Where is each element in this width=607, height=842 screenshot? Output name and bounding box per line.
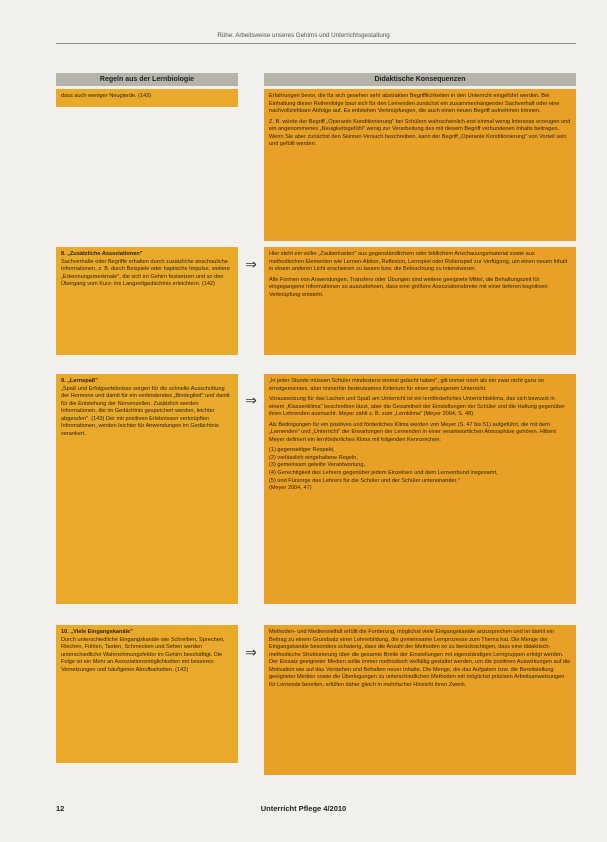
consequence-paragraph: Hier steht ein voller „Zauberkasten" aus gegenständlichem oder bildlichem Anschauungsmaterial sowie aus methodischen Elementen wie Lernen-Aktion, Reflexion, Lernspiel oder Rollenspiel zur Verfügung, um einen neuen Inhalt in einem anderen Licht erscheinen zu lassen bzw. die Beleuchtung zu intensivieren. [269,251,568,273]
rule-text: Sachverhalte oder Begriffe erhalten durch zusätzliche anschauliche Informationen, z. B. durch Beispiele oder haptische Impulse, weitere „Erkennungsmerkmale", die sich im Gehirn festsetzen und so den Übergang vom Kurz- ins Langzeitgedächtnis erleichtern. (142) [61,258,230,288]
consequence-paragraph: Methoden- und Medienvielfalt erfüllt die Forderung, möglichst viele Eingangskanäle anzusprechen und ist damit ein Beitrag zu einem Grundsatz einer Lehrerbildung, die gemeinsame Lernprozesse zum Thema hat. Die Menge der Eingangskanäle besonders schwierig, dass die Anzahl der Methoden so zu berücksichtigen, dass eine didaktisch-methodische Strukturierung über die gesamte Breite der Einstellungen mit eigenständigen Lerngruppen erfolgt werden. Der Einsatz geeigneter Medien sollte immer methodisch vielfältig gestaltet werden, um die positiven Auswirkungen auf die Motivation wie auf das Verstehen und Behalten neuer Inhalte. Die Menge, die das Aufgaben bzw. die Bereitstellung geeigneter Medien sowie die Überlegungen zu unterschiedlichen Methoden mit möglichst präzisen Arbeitsanweisungen für Lernende bereiten, erfüllen daher gleich in mehrfacher Hinsicht ihren Zweck. [269,629,571,688]
consequence-paragraph: Voraussetzung für das Lachen und Spaß am Unterricht ist ein lernförderliches Unterrichtsklima, das sich bewusst in einem „Klassenklima" beschreiben lässt, aber die Gesamtheit der Einstellungen der Schüler und die Haltung gegenüber ihren Lehrenden ausmacht. Meyer zählt z. B. zum „Lernklima" (Meyer 2004, S. 48). [269,396,566,418]
rule-title: 10. „Viele Eingangskanäle" [61,629,133,635]
rule-text: dass auch weniger Neugierde. (142) [61,93,152,99]
list-item: (1) gegenseitiger Respekt, [269,447,335,454]
column-header-left: Regeln aus der Lernbiologie [56,73,238,86]
column-header-right: Didaktische Konsequenzen [264,73,576,86]
rule-title: 8. „Zusätzliche Assoziationen" [61,251,143,257]
citation: (Meyer 2004, 47) [269,485,312,492]
journal-footer: Unterricht Pflege 4/2010 [260,804,347,813]
rule-box-10 [56,625,238,763]
list-item: (4) Gerechtigkeit des Lehrers gegenüber jedem Einzelnen und dem Lernverbund insgesamt, [269,470,498,477]
rule-title: 9. „Lernspaß" [61,378,98,384]
consequence-paragraph: „In jeder Stunde müssen Schüler mindestens einmal gelacht haben", gilt immer noch als ein zwar nicht ganz so ernstgemeintes, aber immerhin bedeutsames Kriterium für einen gelungenen Unterricht. [269,378,544,392]
arrow-icon: ⇒ [245,644,257,660]
consequence-paragraph: Z. B. würde der Begriff „Operante Konditionierung" bei Schülern wahrscheinlich erst einmal wenig Interesse erzeugen und ein angenommenes „Neuigkeitsgefühl" wenig zur Verarbeitung des mit diesem Begriff verbundenen Inhalts beitragen. Wenn Sie aber zunächst den Skinner-Versuch beschreiben, kann der Begriff „Operante Konditionierung" von Vorteil sein und gefüllt werden. [269,118,571,148]
rule-box-8 [56,247,238,355]
consequence-paragraph: Erfahrungen bevor, die für sich gesehen sehr abstrakten Begrifflichkeiten in den Unterricht eingeführt werden. Bei Einhaltung dieser Reihenfolge baut sich für den Lernenden zunächst ein zusammenhängender Sachverhalt oder eine nachvollziehbare Abfolge auf. Es entstehen Verknüpfungen, die auch einen neuen Begriff aufnehmen können. [269,93,560,115]
rule-text: „Spaß und Erfolgserlebnisse sorgen für die schnelle Ausschüttung der Hormone und damit für ein verbindendes „Bindeglied" und damit für die Entstehung der Nervenzellen. Zusätzlich werden Informationen, die im Gedächtnis gespeichert werden, leichter abgerufen". (143) Der mit positiven Erlebnissen verknüpften Informationen, werden leichter für Anwendungen im Gedächtnis verankert. [61,385,230,437]
list-item: (3) gemeinsam geteilte Verantwortung, [269,462,366,469]
list-item: (2) verlässlich eingehaltene Regeln, [269,454,358,461]
rule-text: Durch unterschiedliche Eingangskanäle wie Schreiben, Sprechen, Riechen, Fühlen, Tasten, Schmecken und Sehen werden unterschiedliche Wahrnehmungsfelder im Gehirn beschäftigt. Die Folge ist ein Mehr an Assoziationsmöglichkeiten mit besseren Vernetzungen und häufigeren Abrufbarkeiten. (142) [61,636,225,673]
rule-box-9 [56,374,238,604]
running-header: Rühe: Arbeitsweise unseres Gehirns und Unterrichtsgestaltung [217,32,390,39]
arrow-icon: ⇒ [245,392,257,408]
arrow-icon: ⇒ [245,256,257,272]
list-item: (5) und Fürsorge des Lehrers für die Schüler und der Schüler untereinander." [269,477,460,484]
consequence-box-9 [264,374,576,604]
header-rule [56,43,576,44]
rule-box-7-continued [56,89,238,107]
page-number: 12 [56,804,65,813]
consequence-box-8 [264,247,576,355]
consequence-paragraph: Als Bedingungen für ein positives und förderliches Klima werden von Meyer (S. 47 bis 51) aufgeführt, die mit dem „Lernenden" und „Unterricht" der Erwartungen der Lernenden in einer verantwortlichen Atmosphäre gehören. Hilbert Meyer definiert ein lernförderliches Klima mit folgenden Kennzeichen: [269,421,556,443]
consequence-paragraph: Alle Formen von Anwendungen, Transfers oder Übungen sind weitere geeignete Mittel, die Behaltungszeit für eingegangene Informationen so auszudehnen, dass eine größere Assoziationsbreite mit einer tieferen kognitiven Verknüpfung entsteht. [269,276,548,298]
consequence-box-7 [264,89,576,241]
climate-criteria-list [269,447,571,485]
consequence-box-10 [264,625,576,775]
